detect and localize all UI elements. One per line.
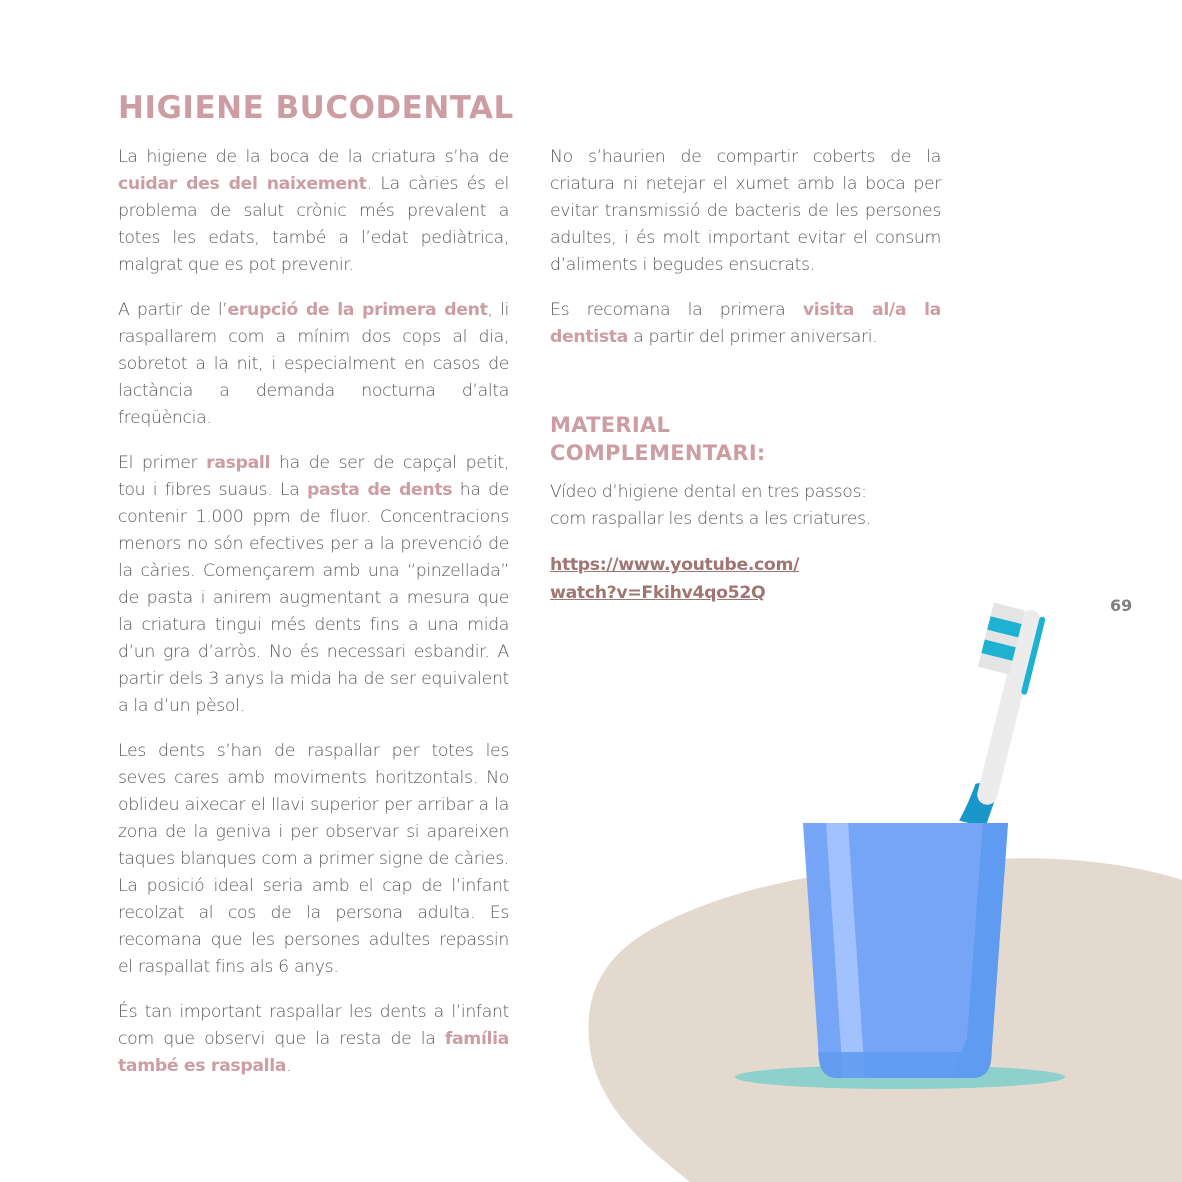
toothbrush <box>941 601 1047 829</box>
video-link[interactable] <box>550 551 799 607</box>
highlight-toothpaste: pasta de dents <box>306 480 453 500</box>
cup-bottom-shade <box>818 1052 992 1078</box>
left-column <box>118 144 509 1098</box>
text: ha de ser de capçal petit, tou i fibres suaus. La <box>118 453 509 500</box>
text: La higiene de la boca de la criatura s’ha de <box>118 147 509 167</box>
material-heading-line1: MATERIAL <box>550 413 671 437</box>
text: . La càries és el problema de salut crònic més prevalent a totes les edats, també a l’edat pediàtrica, malgrat que es pot prevenir. <box>118 174 509 275</box>
text: Es recomana la primera <box>550 300 803 320</box>
paragraph-first-tooth <box>118 297 509 432</box>
highlight-first-tooth: erupció de la primera dent <box>227 300 488 320</box>
highlight-family: família també es raspalla <box>118 1029 509 1076</box>
text: És tan important raspallar les dents a l’infant com que observi que la resta de la <box>118 1002 509 1049</box>
page-number: 69 <box>1110 596 1133 615</box>
highlight-from-birth: cuidar des del naixement <box>118 174 367 194</box>
paragraph-sharing-utensils <box>550 144 941 279</box>
paragraph-brushing-technique <box>118 738 509 981</box>
paragraph-oral-hygiene <box>118 144 509 279</box>
material-description <box>550 479 941 533</box>
text: ha de contenir 1.000 ppm de fluor. Concentracions menors no són efectives per a la prevenció de la càries. Començarem amb una “pinzellada” de pasta i anirem augmentant a mesura que la criatura tingui més dents fins a una mida d’un gra d’arròs. No és necessari esbandir. A partir dels 3 anys la mida ha de ser equivalent a la d’un pèsol. <box>118 480 510 716</box>
link-line2[interactable]: watch?v=Fkihv4qo52Q <box>550 583 766 603</box>
paragraph-toothbrush-toothpaste <box>118 450 509 720</box>
text: Vídeo d’higiene dental en tres passos: <box>550 482 867 502</box>
highlight-dentist-visit: visita al/a la dentista <box>550 300 941 347</box>
right-column <box>550 144 941 625</box>
text: No s’haurien de compartir coberts de la criatura ni netejar el xumet amb la boca per evitar transmissió de bacteris de les persones adultes, i és molt important evitar el consum d’aliments i begudes ensucrats. <box>550 147 941 275</box>
text: com raspallar les dents a les criatures. <box>550 509 871 529</box>
video-link-block <box>550 551 941 607</box>
paragraph-dentist-visit <box>550 297 941 351</box>
material-heading-line2: COMPLEMENTARI: <box>550 441 766 465</box>
paragraph-family-example <box>118 999 509 1080</box>
text: a partir del primer aniversari. <box>628 327 878 347</box>
material-heading <box>550 411 941 467</box>
text: A partir de l’ <box>118 300 228 320</box>
page-title: HIGIENE BUCODENTAL <box>118 90 514 126</box>
link-line1[interactable]: https://www.youtube.com/ <box>550 555 800 575</box>
highlight-toothbrush: raspall <box>206 453 271 473</box>
text: El primer <box>118 453 207 473</box>
text: . <box>286 1056 292 1076</box>
text: Les dents s’han de raspallar per totes les seves cares amb moviments horitzontals. No oblideu aixecar el llavi superior per arribar a la zona de la geniva i per observar si apareixen taques blanques com a primer signe de càries. La posició ideal seria amb el cap de l’infant recolzat al cos de la persona adulta. Es recomana que les persones adultes repassin el raspallat fins als 6 anys. <box>118 741 509 977</box>
text: , li raspallarem com a mínim dos cops al dia, sobretot a la nit, i especialment en casos de lactància a demanda nocturna d’alta freqüència. <box>118 300 509 428</box>
